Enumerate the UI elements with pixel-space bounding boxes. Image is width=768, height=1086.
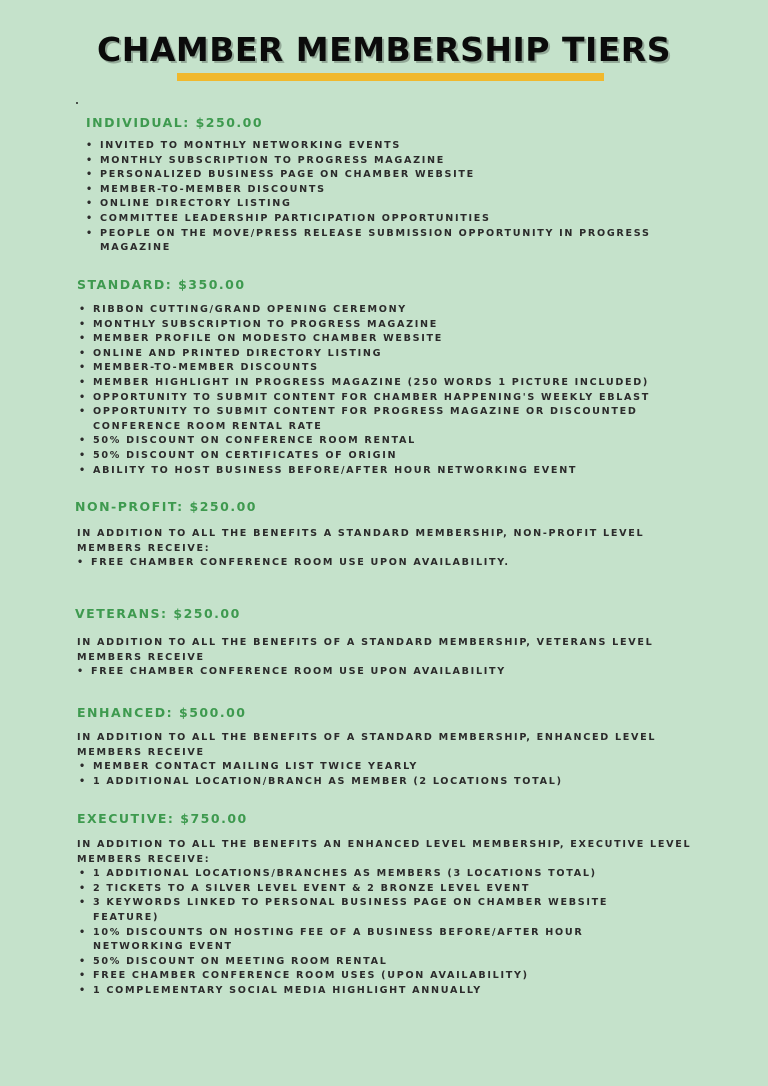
tier-heading: VETERANS: $250.00 (75, 606, 241, 621)
benefit-text: PERSONALIZED BUSINESS PAGE ON CHAMBER WEBSITE (100, 169, 475, 181)
benefit-list (75, 556, 675, 571)
benefit-item (77, 318, 677, 333)
bullet-icon: • (79, 882, 86, 894)
bullet-icon: • (79, 391, 86, 403)
benefit-text: FREE CHAMBER CONFERENCE ROOM USES (UPON AVAILABILITY) (93, 970, 529, 982)
benefit-item (77, 376, 677, 391)
bullet-icon: • (86, 198, 93, 210)
tier-intro-text: IN ADDITION TO ALL THE BENEFITS OF A STANDARD MEMBERSHIP, VETERANS LEVEL MEMBERS RECEIVE (77, 637, 654, 663)
benefit-list (77, 303, 677, 478)
benefit-item (77, 391, 677, 406)
benefit-item (84, 168, 664, 183)
tier-intro-text: IN ADDITION TO ALL THE BENEFITS A STANDARD MEMBERSHIP, NON-PROFIT LEVEL MEMBERS RECEIVE: (77, 528, 645, 554)
benefit-text: ABILITY TO HOST BUSINESS BEFORE/AFTER HOUR NETWORKING EVENT (93, 464, 578, 476)
bullet-icon: • (79, 435, 86, 447)
bullet-icon: • (86, 154, 93, 166)
benefit-item (84, 183, 664, 198)
benefit-item (77, 775, 677, 790)
benefit-item (77, 867, 677, 882)
benefit-text: MONTHLY SUBSCRIPTION TO PROGRESS MAGAZINE (100, 154, 446, 166)
bullet-icon: • (86, 140, 93, 151)
benefit-text: COMMITTEE LEADERSHIP PARTICIPATION OPPORTUNITIES (100, 212, 491, 224)
stray-dot-mark (76, 102, 78, 104)
benefit-list (77, 760, 677, 789)
benefit-item (77, 361, 677, 376)
bullet-icon: • (79, 955, 86, 967)
tier-heading: EXECUTIVE: $750.00 (77, 811, 248, 826)
benefit-text: 10% DISCOUNTS ON HOSTING FEE OF A BUSINESS BEFORE/AFTER HOUR NETWORKING EVENT (93, 926, 584, 953)
bullet-icon: • (79, 406, 86, 418)
benefit-text: 3 KEYWORDS LINKED TO PERSONAL BUSINESS PAGE ON CHAMBER WEBSITE FEATURE) (93, 897, 609, 923)
benefit-text: 1 ADDITIONAL LOCATION/BRANCH AS MEMBER (2 LOCATIONS TOTAL) (93, 775, 563, 787)
tier-standard (77, 277, 697, 478)
benefit-list (75, 665, 675, 680)
benefit-item (77, 405, 677, 434)
bullet-icon: • (79, 449, 86, 461)
bullet-icon: • (79, 984, 86, 996)
benefit-item (75, 665, 675, 680)
bullet-icon: • (77, 557, 84, 569)
bullet-icon: • (86, 227, 93, 239)
bullet-icon: • (86, 212, 93, 224)
bullet-icon: • (79, 775, 86, 787)
tier-intro-text: IN ADDITION TO ALL THE BENEFITS AN ENHANCED LEVEL MEMBERSHIP, EXECUTIVE LEVEL MEMBERS RECEIVE: (77, 839, 692, 865)
bullet-icon: • (79, 868, 86, 880)
tier-heading: INDIVIDUAL: $250.00 (86, 115, 264, 130)
bullet-icon: • (77, 666, 84, 678)
bullet-icon: • (79, 897, 86, 909)
tier-individual (84, 115, 684, 256)
page-title: CHAMBER MEMBERSHIP TIERS (97, 30, 671, 69)
benefit-text: FREE CHAMBER CONFERENCE ROOM USE UPON AVAILABILITY (91, 666, 506, 678)
bullet-icon: • (86, 183, 93, 195)
benefit-text: 50% DISCOUNT ON CONFERENCE ROOM RENTAL (93, 435, 416, 447)
benefit-item (77, 434, 677, 449)
benefit-text: 50% DISCOUNT ON MEETING ROOM RENTAL (93, 955, 388, 967)
benefit-text: MEMBER-TO-MEMBER DISCOUNTS (93, 362, 319, 374)
benefit-text: OPPORTUNITY TO SUBMIT CONTENT FOR PROGRESS MAGAZINE OR DISCOUNTED CONFERENCE ROOM RENTAL RATE (93, 406, 638, 432)
tier-executive (77, 811, 707, 999)
benefit-text: 1 ADDITIONAL LOCATIONS/BRANCHES AS MEMBERS (3 LOCATIONS TOTAL) (93, 868, 597, 880)
tier-intro-text: IN ADDITION TO ALL THE BENEFITS OF A STANDARD MEMBERSHIP, ENHANCED LEVEL MEMBERS RECEIVE (77, 732, 657, 758)
benefit-item (77, 760, 677, 775)
benefit-list (77, 867, 677, 998)
benefit-text: MONTHLY SUBSCRIPTION TO PROGRESS MAGAZINE (93, 318, 439, 330)
benefit-text: PEOPLE ON THE MOVE/PRESS RELEASE SUBMISSION OPPORTUNITY IN PROGRESS MAGAZINE (100, 227, 651, 254)
benefit-text: ONLINE AND PRINTED DIRECTORY LISTING (93, 347, 383, 359)
bullet-icon: • (79, 761, 86, 773)
benefit-text: 50% DISCOUNT ON CERTIFICATES OF ORIGIN (93, 449, 398, 461)
tier-heading: ENHANCED: $500.00 (77, 705, 247, 720)
tier-heading: STANDARD: $350.00 (77, 277, 246, 292)
bullet-icon: • (79, 464, 86, 476)
benefit-text: 2 TICKETS TO A SILVER LEVEL EVENT & 2 BRONZE LEVEL EVENT (93, 882, 531, 894)
tier-heading: NON-PROFIT: $250.00 (75, 499, 257, 514)
benefit-item (84, 139, 664, 154)
benefit-item (77, 969, 677, 984)
benefit-text: 1 COMPLEMENTARY SOCIAL MEDIA HIGHLIGHT ANNUALLY (93, 984, 482, 996)
benefit-text: MEMBER-TO-MEMBER DISCOUNTS (100, 183, 326, 195)
benefit-item (75, 556, 675, 571)
benefit-item (84, 212, 664, 227)
benefit-item (77, 449, 677, 464)
benefit-text: MEMBER CONTACT MAILING LIST TWICE YEARLY (93, 761, 419, 773)
benefit-text: FREE CHAMBER CONFERENCE ROOM USE UPON AVAILABILITY. (91, 557, 510, 569)
benefit-item (84, 197, 664, 212)
benefit-item (77, 303, 677, 318)
benefit-text: MEMBER PROFILE ON MODESTO CHAMBER WEBSITE (93, 333, 443, 345)
benefit-item (84, 227, 664, 256)
bullet-icon: • (79, 376, 86, 388)
bullet-icon: • (79, 970, 86, 982)
bullet-icon: • (79, 304, 86, 315)
benefit-text: OPPORTUNITY TO SUBMIT CONTENT FOR CHAMBER HAPPENING'S WEEKLY EBLAST (93, 391, 651, 403)
bullet-icon: • (79, 926, 86, 938)
benefit-item (77, 464, 677, 479)
bullet-icon: • (79, 318, 86, 330)
benefit-item (77, 347, 677, 362)
bullet-icon: • (79, 347, 86, 359)
tier-enhanced (77, 705, 697, 789)
benefit-list (84, 139, 664, 256)
benefit-item (84, 154, 664, 169)
benefit-item (77, 896, 677, 925)
benefit-text: ONLINE DIRECTORY LISTING (100, 198, 292, 210)
benefit-text: MEMBER HIGHLIGHT IN PROGRESS MAGAZINE (250 WORDS 1 PICTURE INCLUDED) (93, 376, 650, 388)
benefit-text: RIBBON CUTTING/GRAND OPENING CEREMONY (93, 304, 407, 315)
benefit-text: INVITED TO MONTHLY NETWORKING EVENTS (100, 140, 401, 151)
bullet-icon: • (79, 362, 86, 374)
bullet-icon: • (79, 333, 86, 345)
bullet-icon: • (86, 169, 93, 181)
benefit-item (77, 332, 677, 347)
title-underline-bar (177, 73, 604, 81)
benefit-item (77, 882, 677, 897)
tier-veterans (75, 606, 695, 680)
benefit-item (77, 926, 677, 955)
tier-non-profit (75, 499, 695, 571)
benefit-item (77, 984, 677, 999)
benefit-item (77, 955, 677, 970)
